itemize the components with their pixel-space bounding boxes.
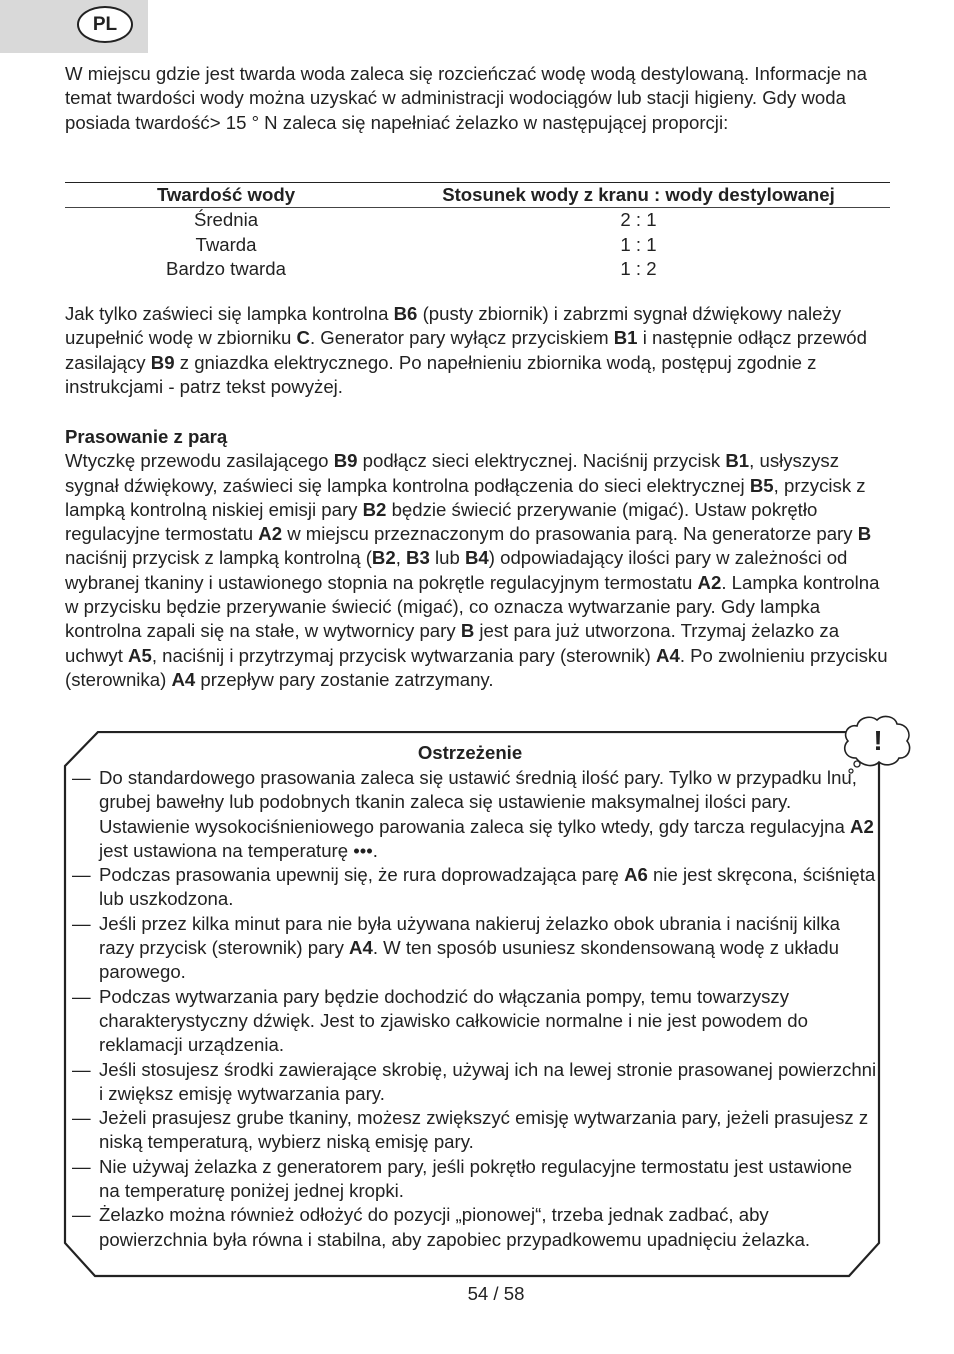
list-item [72, 985, 877, 1058]
dash-bullet: — [72, 1107, 91, 1129]
part-ref: B4 [464, 547, 489, 569]
part-ref: A4 [349, 937, 373, 959]
list-item [72, 766, 877, 863]
text-run: Podczas prasowania upewnij się, że rura doprowadzająca parę [99, 864, 625, 886]
part-ref: B1 [613, 327, 638, 349]
warning-title: Ostrzeżenie [417, 742, 523, 763]
text-run: jest ustawiona na temperaturę •••. [99, 839, 378, 861]
dash-bullet: — [72, 1155, 91, 1177]
text-run: z gniazdka elektrycznego. Po napełnieniu zbiornika wodą, postępuj zgodnie z instrukcjami - patrz tekst powyżej. [65, 351, 817, 397]
part-ref: B2 [362, 498, 387, 520]
table-cell: Twarda [195, 233, 257, 255]
dash-bullet: — [72, 864, 91, 886]
text-run: Podczas wytwarzania pary będzie dochodzić do włączania pompy, temu towarzyszy charakterystyczny dźwięk. Jest to zjawisko całkowicie normalne i nie jest powodem do reklamacji urządzenia. [99, 985, 808, 1056]
part-ref: B1 [725, 450, 750, 472]
steam-ironing-section [65, 425, 895, 692]
page-number: 54 / 58 [467, 1283, 525, 1304]
table-cell: 1 : 2 [620, 257, 657, 279]
text-run: będzie świecić przerywanie (migać). Ustaw pokrętło regulacyjne termostatu [65, 498, 818, 545]
table-header-row [65, 183, 890, 208]
water-hardness-table [65, 182, 890, 281]
dash-bullet: — [72, 1058, 91, 1080]
text-run: , naciśnij i przytrzymaj przycisk wytwarzania pary (sterownik) [151, 644, 657, 666]
text-run: Jeśli przez kilka minut para nie była używana nakieruj żelazko obok ubrania i naciśnij kilka razy przycisk (sterownik) pary [99, 912, 841, 959]
text-run: jest para już utworzona. Trzymaj żelazko za uchwyt [65, 620, 840, 666]
text-run: . Lampka kontrolna w przycisku będzie przerywanie świecić (migać), co oznacza wytwarzanie pary. Gdy lampka kontrolna zapali się na stałe, w wytwornicy pary [65, 571, 880, 642]
part-ref: A2 [697, 571, 722, 593]
list-item [72, 863, 877, 912]
table-cell: 2 : 1 [620, 209, 657, 231]
column-header: Stosunek wody z kranu : wody destylowanej [387, 183, 890, 208]
text-run: i następnie odłącz przewód zasilający [65, 327, 867, 373]
table-cell: Średnia [193, 209, 259, 231]
part-ref: B2 [371, 547, 396, 569]
part-ref: B5 [749, 474, 774, 496]
text-run: Nie używaj żelazka z generatorem pary, jeśli pokrętło regulacyjne termostatu jest ustawione na temperaturę poniżej jednej kropki. [99, 1155, 853, 1202]
part-ref: A4 [656, 644, 680, 666]
part-ref: A5 [128, 644, 152, 666]
dash-bullet: — [72, 912, 91, 934]
text-run: , usłyszysz sygnał dźwiękowy, zaświeci się lampka kontrolna podłączenia do sieci elektrycznej [65, 450, 840, 496]
list-item [72, 1203, 877, 1252]
text-run: Do standardowego prasowania zaleca się ustawić średnią ilość pary. Tylko w przypadku lnu, grubej bawełny lub podobnych tkanin zaleca się ustawienie maksymalnej ilości pary. Ustawienie wysokociśnieniowego parowania zaleca się tylko wtedy, gdy tarcza regulacyjna [99, 767, 857, 837]
part-ref: B9 [150, 351, 175, 373]
part-ref: A2 [258, 523, 283, 545]
part-ref: B [460, 620, 475, 642]
table-cell: Bardzo twarda [166, 257, 286, 279]
text-run: w miejscu przeznaczonym do prasowania parą. Na generatorze pary [282, 523, 858, 545]
section-heading: Prasowanie z parą [65, 426, 228, 447]
text-run: naciśnij przycisk z lampką kontrolną ( [65, 547, 372, 569]
list-item [72, 1058, 877, 1107]
text-run: . Po zwolnieniu przycisku (sterownika) [65, 644, 888, 690]
text-run: lub [429, 547, 465, 569]
table-row [65, 233, 890, 257]
refill-paragraph [65, 302, 895, 399]
part-ref: B6 [393, 303, 418, 324]
text-run: , przycisk z lampką kontrolną niskiej emisji pary [65, 474, 866, 520]
exclamation-mark: ! [873, 725, 883, 756]
text-run: Żelazko można również odłożyć do pozycji „pionowej“, trzeba jednak zadbać, aby powierzchnia była równa i stabilna, aby zapobiec przypadkowemu upadnięciu żelazka. [99, 1204, 811, 1250]
text-run: Jeżeli prasujesz grube tkaniny, możesz zwiększyć emisję wytwarzania pary, jeżeli prasujesz z niską temperaturą, wybierz niską emisję pary. [99, 1107, 869, 1153]
table-row [65, 208, 890, 233]
text-run: , [395, 547, 407, 569]
column-header: Twardość wody [65, 183, 387, 208]
dash-bullet: — [72, 767, 91, 788]
text-run: . Generator pary wyłącz przyciskiem [309, 327, 614, 349]
language-badge: PL [77, 6, 133, 43]
text-run: (pusty zbiornik) i zabrzmi sygnał dźwiękowy należy uzupełnić wodę w zbiorniku [65, 303, 842, 349]
part-ref: A4 [171, 668, 196, 690]
text-run: przepływ pary zostanie zatrzymany. [195, 668, 494, 690]
part-ref: B3 [406, 547, 430, 569]
table-row [65, 257, 890, 281]
part-ref: A6 [624, 864, 648, 886]
dash-bullet: — [72, 1204, 91, 1226]
list-item [72, 912, 877, 985]
text-run: Wtyczkę przewodu zasilającego [65, 450, 334, 472]
text-run: podłącz sieci elektrycznej. Naciśnij przycisk [357, 450, 726, 472]
intro-paragraph: W miejscu gdzie jest twarda woda zaleca się rozcieńczać wodę wodą destylowaną. Informacje na temat twardości wody można uzyskać w administracji wodociągów lub stacji higieny. Gdy woda posiada twardość> 15 ° N zaleca się napełniać żelazko w następującej proporcji: [65, 63, 867, 133]
text-run: nie jest skręcona, ściśnięta lub uszkodzona. [99, 864, 876, 910]
text-run: Jak tylko zaświeci się lampka kontrolna [65, 303, 394, 324]
part-ref: B9 [333, 450, 358, 472]
list-item [72, 1155, 877, 1204]
part-ref: A2 [850, 815, 874, 837]
table-cell: 1 : 1 [620, 233, 657, 255]
part-ref: C [296, 327, 310, 349]
text-run: Jeśli stosujesz środki zawierające skrobię, używaj ich na lewej stronie prasowanej powierzchni i zwiększ emisję wytwarzania pary. [99, 1058, 877, 1104]
text-run: ) odpowiadający ilości pary w zależności od wybranej tkaniny i ustawionego stopnia na pokrętle regulacyjnym termostatu [65, 547, 848, 593]
dash-bullet: — [72, 985, 91, 1007]
list-item [72, 1106, 877, 1155]
part-ref: B [857, 523, 872, 545]
text-run: . W ten sposób usuniesz skondensowaną wodę z układu parowego. [99, 937, 839, 983]
warning-list [72, 766, 877, 1252]
